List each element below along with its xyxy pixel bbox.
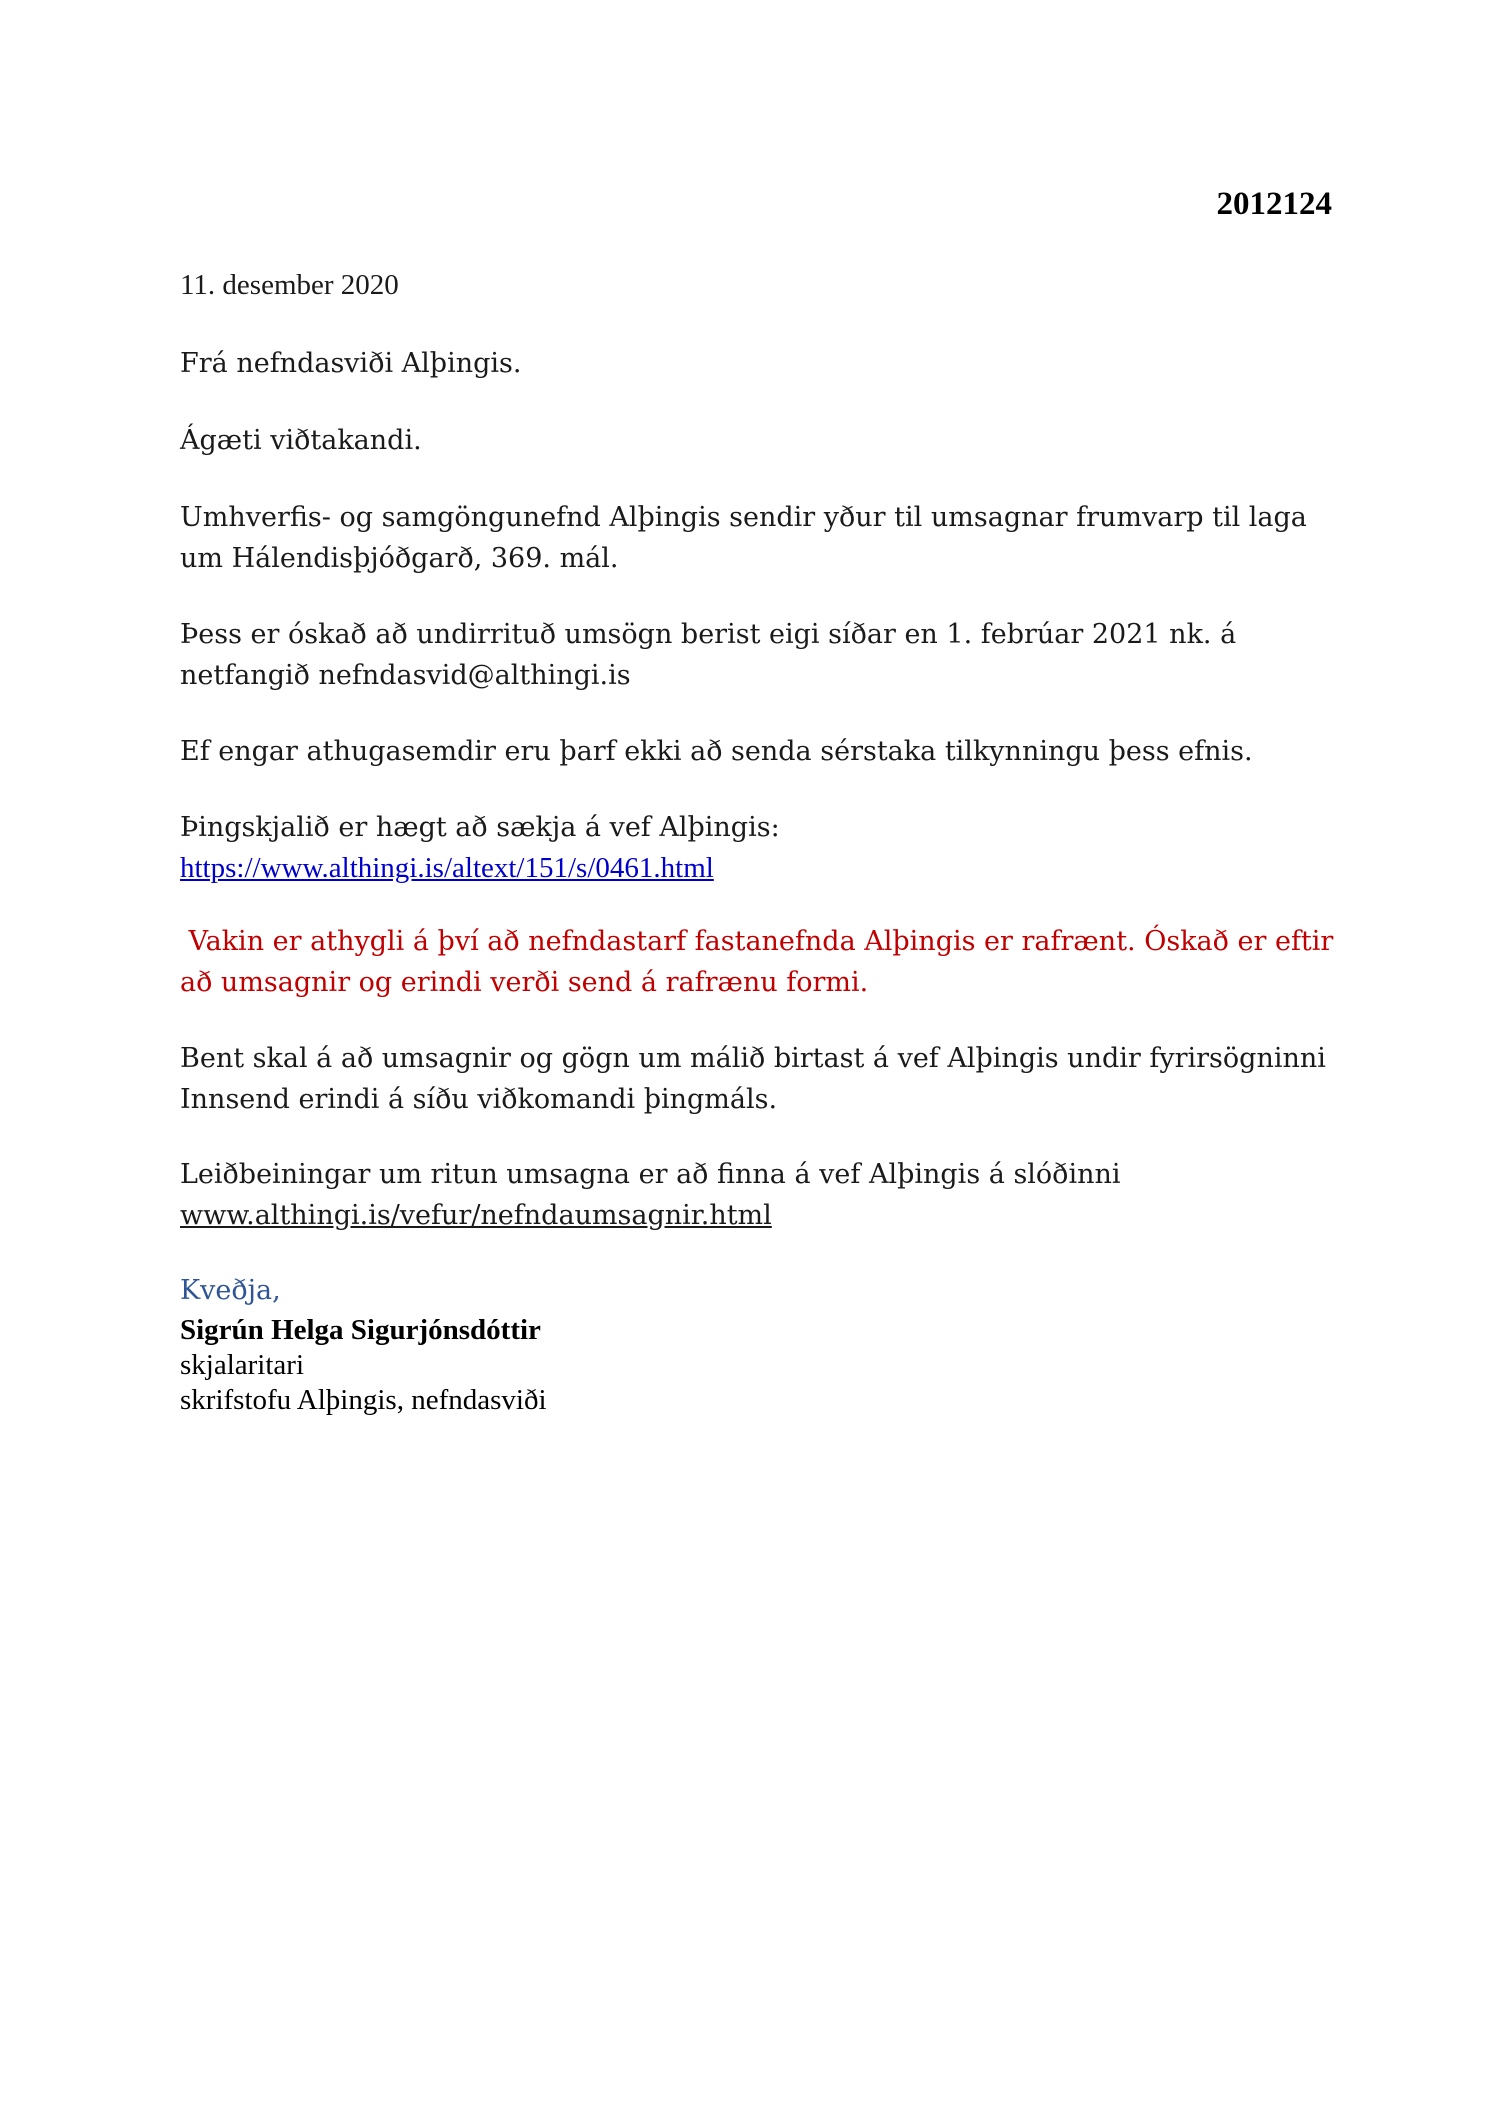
sender-line: Frá nefndasviði Alþingis. <box>180 348 522 379</box>
greeting: Ágæti viðtakandi. <box>180 425 422 456</box>
document-info-paragraph <box>180 807 1350 889</box>
reference-number: 2012124 <box>1216 186 1332 222</box>
signer-office: skrifstofu Alþingis, nefndasviði <box>180 1384 547 1416</box>
closing: Kveðja, <box>180 1275 281 1306</box>
document-info-text: Þingskjalið er hægt að sækja á vef Alþingis: <box>180 812 780 843</box>
guidelines-link[interactable]: www.althingi.is/vefur/nefndaumsagnir.html <box>180 1200 772 1231</box>
notice-paragraph <box>180 921 1350 1003</box>
intro-paragraph <box>180 497 1350 579</box>
signature-block <box>180 1270 547 1418</box>
guidelines-paragraph <box>180 1154 1350 1236</box>
publication-line-2: Innsend erindi á síðu viðkomandi þingmáls. <box>180 1084 778 1115</box>
intro-line-1: Umhverfis- og samgöngunefnd Alþingis sendir yður til umsagnar frumvarp til laga <box>180 502 1307 533</box>
publication-paragraph <box>180 1038 1350 1120</box>
letter-date: 11. desember 2020 <box>180 269 399 301</box>
signer-title: skjalaritari <box>180 1349 305 1381</box>
guidelines-text: Leiðbeiningar um ritun umsagna er að finna á vef Alþingis á slóðinni <box>180 1159 1121 1190</box>
publication-line-1: Bent skal á að umsagnir og gögn um málið birtast á vef Alþingis undir fyrirsögninni <box>180 1043 1326 1074</box>
deadline-line-2: netfangið nefndasvid@althingi.is <box>180 660 631 691</box>
signer-name: Sigrún Helga Sigurjónsdóttir <box>180 1314 541 1346</box>
intro-line-2: um Hálendisþjóðgarð, 369. mál. <box>180 543 619 574</box>
notice-line-1: Vakin er athygli á því að nefndastarf fastanefnda Alþingis er rafrænt. Óskað er eftir <box>180 926 1334 957</box>
no-comments-paragraph: Ef engar athugasemdir eru þarf ekki að senda sérstaka tilkynningu þess efnis. <box>180 736 1253 767</box>
notice-line-2: að umsagnir og erindi verði send á rafrænu formi. <box>180 967 869 998</box>
deadline-paragraph <box>180 614 1350 696</box>
document-link[interactable]: https://www.althingi.is/altext/151/s/0461.html <box>180 852 714 884</box>
deadline-line-1: Þess er óskað að undirrituð umsögn berist eigi síðar en 1. febrúar 2021 nk. á <box>180 619 1237 650</box>
